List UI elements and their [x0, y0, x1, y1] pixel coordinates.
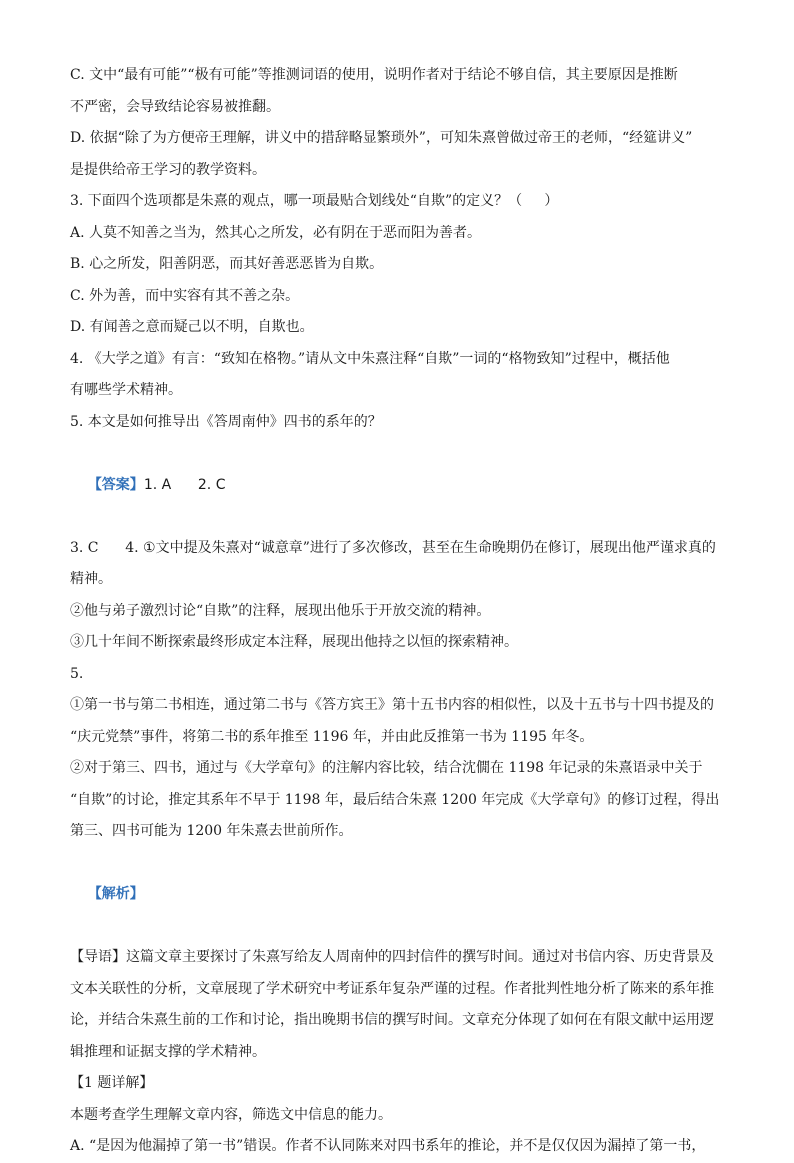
text-line: 4. 《大学之道》有言：“致知在格物。”请从文中朱熹注释“自欺”一词的“格物致知”过程中，概括他	[70, 350, 670, 367]
text-line: C. 外为善，而中实容有其不善之杂。	[70, 287, 300, 304]
text-line: 不严密，会导致结论容易被推翻。	[70, 98, 280, 115]
answer-line	[70, 438, 730, 533]
text-line: 是提供给帝王学习的教学资料。	[70, 161, 266, 178]
text-line: ②他与弟子激烈讨论“自欺”的注释，展现出他乐于开放交流的精神。	[70, 602, 491, 619]
text-line: 有哪些学术精神。	[70, 382, 182, 398]
text-line: D. 依据“除了为方便帝王理解，讲义中的措辞略显繁琐外”，可知朱熹曾做过帝王的老师，“经筵讲义”	[70, 130, 693, 146]
text-line: 3. C 4. ①文中提及朱熹对“诚意章”进行了多次修改，甚至在生命晚期仍在修订，展现出他严谨求真的	[70, 539, 716, 556]
text-line: 文本关联性的分析，文章展现了学术研究中考证系年复杂严谨的过程。作者批判性地分析了陈来的系年推	[70, 980, 714, 997]
answer-tag: 【答案】	[87, 476, 144, 493]
text-line: D. 有闻善之意而疑己以不明，自欺也。	[70, 319, 314, 335]
text-line: 【导语】这篇文章主要探讨了朱熹写给友人周南仲的四封信件的撰写时间。通过对书信内容、历史背景及	[70, 949, 714, 965]
answer-lines	[70, 533, 730, 848]
document-page	[70, 60, 730, 1163]
text-line: 本题考查学生理解文章内容，筛选文中信息的能力。	[70, 1106, 392, 1123]
text-line: ①第一书与第二书相连，通过第二书与《答方宾王》第十五书内容的相似性，以及十五书与十四书提及的	[70, 697, 714, 713]
text-line: 论，并结合朱熹生前的工作和讨论，指出晚期书信的撰写时间。文章充分体现了如何在有限文献中运用逻	[70, 1012, 714, 1028]
analysis-lines	[70, 942, 730, 1163]
text-line: 【1 题详解】	[70, 1075, 154, 1091]
text-line: 精神。	[70, 571, 112, 587]
analysis-tag: 【解析】	[87, 886, 144, 902]
text-line: 5.	[70, 665, 84, 682]
text-line: 辑推理和证据支撑的学术精神。	[70, 1043, 266, 1060]
answer-first: 1. A 2. C	[143, 476, 226, 493]
text-line: ③几十年间不断探索最终形成定本注释，展现出他持之以恒的探索精神。	[70, 634, 518, 650]
text-line: 3. 下面四个选项都是朱熹的观点，哪一项最贴合划线处“自欺”的定义？（ ）	[70, 193, 559, 209]
text-line: A. 人莫不知善之当为，然其心之所发，必有阴在于恶而阳为善者。	[70, 224, 482, 241]
text-line: 第三、四书可能为 1200 年朱熹去世前所作。	[70, 823, 353, 839]
text-line: “自欺”的讨论，推定其系年不早于 1198 年，最后结合朱熹 1200 年完成《大学章句》的修订过程，得出	[70, 791, 720, 808]
text-line: A. “是因为他漏掉了第一书”错误。作者不认同陈来对四书系年的推论，并不是仅仅因为漏掉了第一书，	[70, 1138, 706, 1154]
text-line: C. 文中“最有可能”“极有可能”等推测词语的使用，说明作者对于结论不够自信，其主要原因是推断	[70, 67, 678, 83]
text-line: “庆元党禁”事件，将第二书的系年推至 1196 年，并由此反推第一书为 1195 年冬。	[70, 728, 594, 745]
text-line: 5. 本文是如何推导出《答周南仲》四书的系年的？	[70, 413, 382, 430]
text-line: B. 心之所发，阳善阴恶，而其好善恶恶皆为自欺。	[70, 256, 384, 272]
question-lines	[70, 60, 730, 438]
analysis-line	[70, 848, 730, 943]
text-line: ②对于第三、四书，通过与《大学章句》的注解内容比较，结合沈僩在 1198 年记录的朱熹语录中关于	[70, 760, 703, 776]
